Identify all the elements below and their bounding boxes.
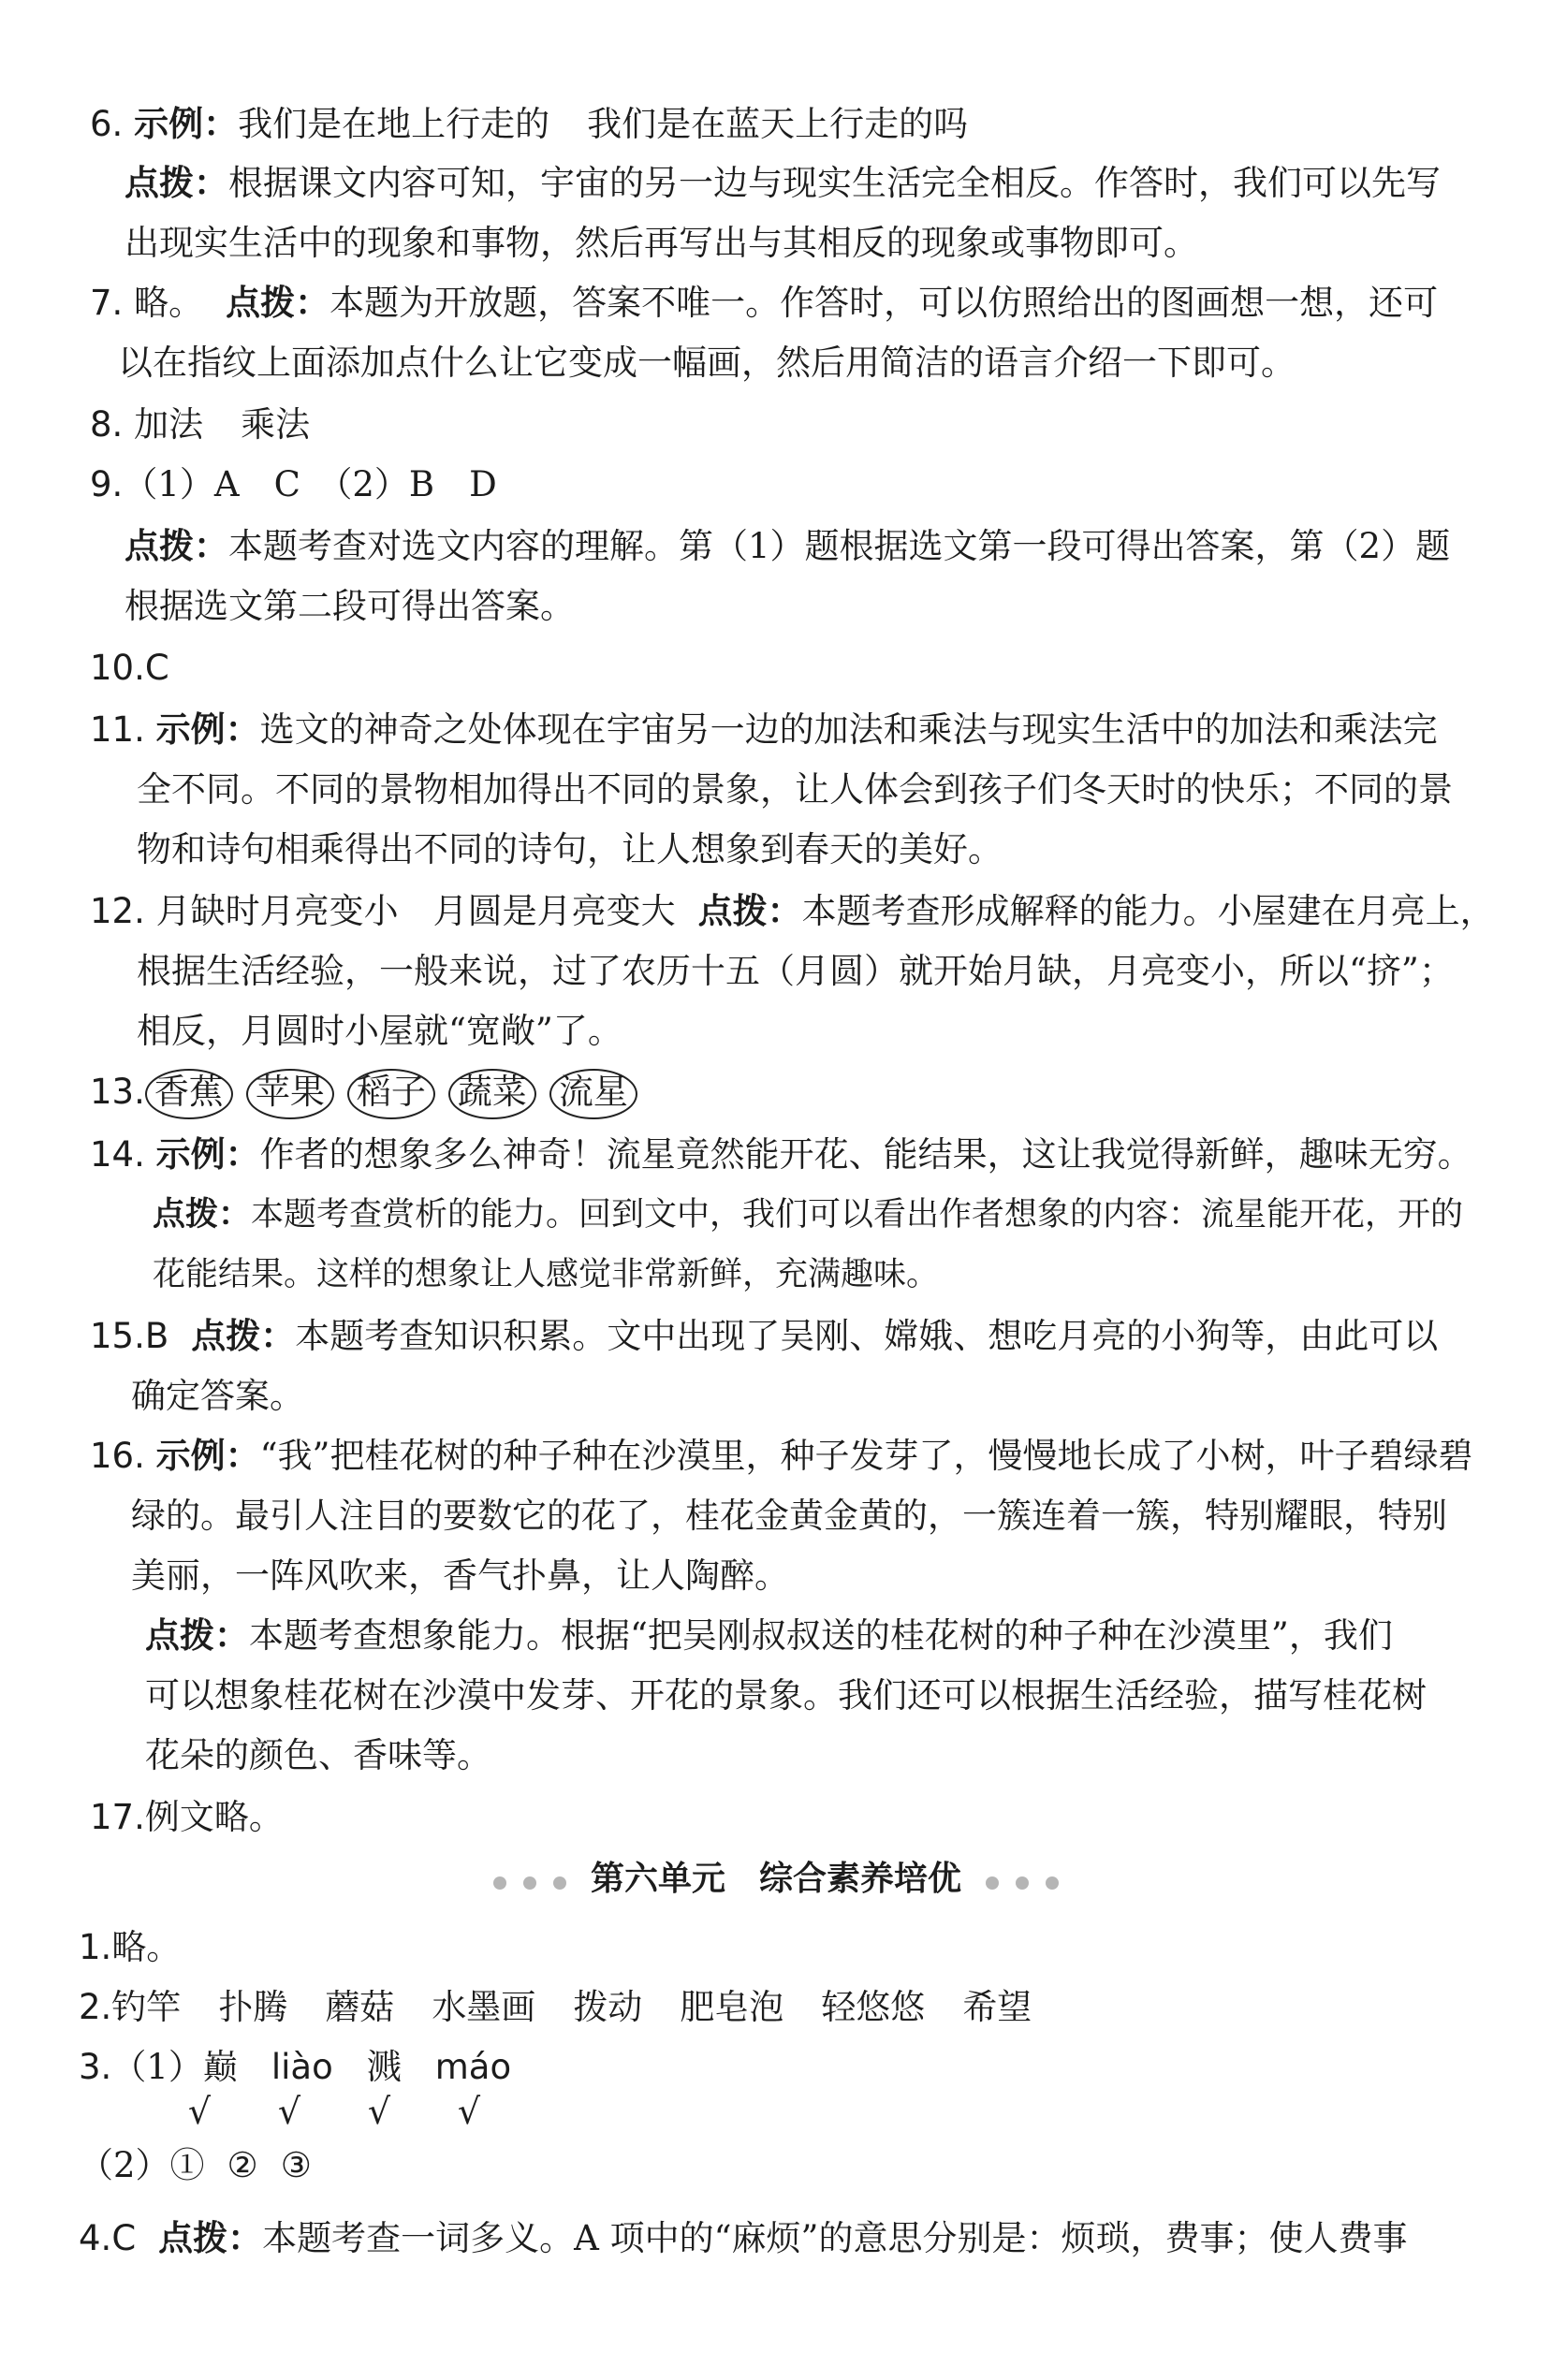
q6-tip-line1 [124, 161, 1552, 206]
q13-number: 13. [90, 1072, 145, 1112]
q6-answer2: 我们是在蓝天上行走的吗 [587, 104, 969, 144]
q9-answer-text: （1）A C （2）B D [123, 464, 497, 504]
q11-text1: 选文的神奇之处体现在宇宙另一边的加法和乘法与现实生活中的加法和乘法完 [259, 709, 1438, 750]
s3-num-3: ③ [280, 2145, 312, 2185]
q7-tip-line2: 以在指纹上面添加点什么让它变成一幅画，然后用简洁的语言介绍一下即可。 [118, 343, 1296, 383]
q15-tip-text1: 本题考查知识积累。文中出现了吴刚、嫦娥、想吃月亮的小狗等，由此可以 [295, 1316, 1439, 1356]
q12-tip-line2: 根据生活经验，一般来说，过了农历十五（月圆）就开始月缺，月亮变小，所以“挤”； [137, 951, 1454, 991]
q16-tip-label: 点拨： [145, 1615, 249, 1656]
q10-number: 10. [90, 648, 145, 688]
q7-answer [90, 281, 1552, 326]
q10-answer-text: C [144, 648, 169, 688]
q8-number: 8. [90, 404, 124, 445]
s2-word-8: 希望 [962, 1987, 1032, 2027]
q16-line1 [90, 1434, 1552, 1479]
s3-part2-label: （2） [79, 2145, 170, 2185]
q14-text1: 作者的想象多么神奇！流星竟然能开花、能结果，这让我觉得新鲜，趣味无穷。 [259, 1134, 1472, 1175]
s3-tick-1: √ [187, 2091, 212, 2132]
q16-line3: 美丽，一阵风吹来，香气扑鼻，让人陶醉。 [131, 1555, 789, 1596]
q16-label: 示例： [155, 1436, 260, 1476]
q15-line1 [90, 1314, 1552, 1359]
s3-part1 [79, 2045, 1552, 2090]
q8-answer [90, 402, 1552, 447]
q6-answer [90, 102, 1552, 147]
q13-word-4: 蔬菜 [448, 1069, 536, 1119]
q16-tip-text1: 本题考查想象能力。根据“把吴刚叔叔送的桂花树的种子种在沙漠里”，我们 [249, 1615, 1393, 1656]
q9-answer [90, 462, 1552, 507]
s1-number: 1. [79, 1927, 112, 1967]
s2-word-6: 肥皂泡 [680, 1987, 784, 2027]
q14-label: 示例： [155, 1134, 260, 1175]
s3-part1-label: （1） [111, 2047, 203, 2087]
s3-num-2: ② [227, 2145, 258, 2185]
s2-word-5: 拨动 [573, 1987, 643, 2027]
q11-label: 示例： [155, 709, 260, 750]
s3-tick-2: √ [277, 2091, 301, 2132]
q6-tip-label: 点拨： [124, 163, 228, 203]
s3-num-1: ① [169, 2145, 205, 2185]
q14-tip-line2: 花能结果。这样的想象让人感觉非常新鲜，充满趣味。 [153, 1256, 940, 1293]
q7-answer-text: 略。 [134, 283, 204, 323]
s4-tip-text1: 本题考查一词多义。A 项中的“麻烦”的意思分别是：烦琐，费事；使人费事 [262, 2218, 1408, 2258]
s2-answer [79, 1985, 1552, 2030]
s2-word-7: 轻悠悠 [821, 1987, 926, 2027]
s2-word-3: 蘑菇 [325, 1987, 395, 2027]
q16-line2: 绿的。最引人注目的要数它的花了，桂花金黄金黄的，一簇连着一簇，特别耀眼，特别 [131, 1496, 1447, 1536]
q12-tip-text1: 本题考查形成解释的能力。小屋建在月亮上， [801, 891, 1495, 931]
s4-answer-text: C [111, 2218, 137, 2258]
q11-line2: 全不同。不同的景物相加得出不同的景象，让人体会到孩子们冬天时的快乐；不同的景 [137, 769, 1453, 810]
q10-answer [90, 646, 1552, 691]
s3-part2 [79, 2143, 1552, 2188]
q13-word-1: 香蕉 [145, 1069, 233, 1119]
q6-label: 示例： [134, 104, 239, 144]
q8-answer1: 加法 [134, 404, 204, 445]
s1-answer-text: 略。 [111, 1927, 182, 1967]
q16-tip-line1 [145, 1613, 1552, 1658]
q7-number: 7. [90, 283, 124, 323]
q17-answer-text: 例文略。 [144, 1797, 284, 1837]
q15-tip-line2: 确定答案。 [131, 1376, 304, 1416]
q9-tip-line2: 根据选文第二段可得出答案。 [124, 586, 575, 626]
q9-tip-label: 点拨： [124, 526, 228, 566]
s3-item-4: máo [434, 2047, 512, 2087]
q16-tip-line3: 花朵的颜色、香味等。 [145, 1735, 491, 1775]
q14-tip-line1 [153, 1192, 1552, 1237]
s3-item-2: liào [271, 2047, 333, 2087]
q15-number: 15. [90, 1316, 145, 1356]
s3-ticks [154, 2089, 514, 2134]
q16-text1: “我”把桂花树的种子种在沙漠里，种子发芽了，慢慢地长成了小树，叶子碧绿碧 [259, 1436, 1473, 1476]
s2-word-2: 扑腾 [218, 1987, 288, 2027]
section-header [0, 1856, 1552, 1903]
s4-number: 4. [79, 2218, 112, 2258]
s4-tip-label: 点拨： [158, 2218, 263, 2258]
q11-number: 11. [90, 709, 145, 750]
q12-number: 12. [90, 891, 145, 931]
q17-answer [90, 1795, 1552, 1840]
q17-number: 17. [90, 1797, 145, 1837]
q14-tip-label: 点拨： [153, 1196, 252, 1234]
s3-tick-4: √ [457, 2091, 481, 2132]
q8-answer2: 乘法 [241, 404, 311, 445]
q13-answer [90, 1069, 1552, 1121]
q12-answer-text: 月缺时月亮变小 月圆是月亮变大 [155, 891, 676, 931]
q9-tip-line1 [124, 524, 1552, 569]
section-title: 第六单元 综合素养培优 [590, 1860, 961, 1898]
s2-word-1: 钓竿 [111, 1987, 182, 2027]
q13-word-2: 苹果 [246, 1069, 334, 1119]
q14-number: 14. [90, 1134, 145, 1175]
q15-answer-text: B [144, 1316, 169, 1356]
q12-line1 [90, 889, 1552, 934]
q14-line1 [90, 1132, 1552, 1177]
q6-tip-line2: 出现实生活中的现象和事物，然后再写出与其相反的现象或事物即可。 [124, 223, 1198, 263]
q9-number: 9. [90, 464, 124, 504]
s2-word-4: 水墨画 [432, 1987, 536, 2027]
section-dots-left [485, 1858, 575, 1905]
q7-tip-label: 点拨： [226, 283, 330, 323]
s2-number: 2. [79, 1987, 112, 2027]
q16-number: 16. [90, 1436, 145, 1476]
q6-answer1: 我们是在地上行走的 [238, 104, 550, 144]
s3-item-3: 溅 [366, 2047, 402, 2087]
q16-tip-line2: 可以想象桂花树在沙漠中发芽、开花的景象。我们还可以根据生活经验，描写桂花树 [145, 1675, 1427, 1716]
s3-number: 3. [79, 2047, 112, 2087]
q7-tip-text1: 本题为开放题，答案不唯一。作答时，可以仿照给出的图画想一想，还可 [329, 283, 1439, 323]
q12-tip-line3: 相反，月圆时小屋就“宽敞”了。 [137, 1011, 622, 1051]
q13-word-5: 流星 [549, 1069, 637, 1119]
s4-line1 [79, 2216, 1552, 2261]
s3-tick-3: √ [367, 2091, 391, 2132]
q9-tip-text1: 本题考查对选文内容的理解。第（1）题根据选文第一段可得出答案，第（2）题 [228, 526, 1451, 566]
q12-tip-label: 点拨： [697, 891, 802, 931]
q6-tip-text1: 根据课文内容可知，宇宙的另一边与现实生活完全相反。作答时，我们可以先写 [228, 163, 1441, 203]
q11-line3: 物和诗句相乘得出不同的诗句，让人想象到春天的美好。 [137, 829, 1003, 869]
q15-tip-label: 点拨： [191, 1316, 296, 1356]
s1-answer [79, 1925, 1552, 1970]
section-dots-right [977, 1858, 1067, 1905]
s3-item-1: 巅 [202, 2047, 238, 2087]
q11-line1 [90, 708, 1552, 752]
q6-number: 6. [90, 104, 124, 144]
q13-word-3: 稻子 [347, 1069, 435, 1119]
q14-tip-text1: 本题考查赏析的能力。回到文中，我们可以看出作者想象的内容：流星能开花，开的 [251, 1196, 1464, 1234]
